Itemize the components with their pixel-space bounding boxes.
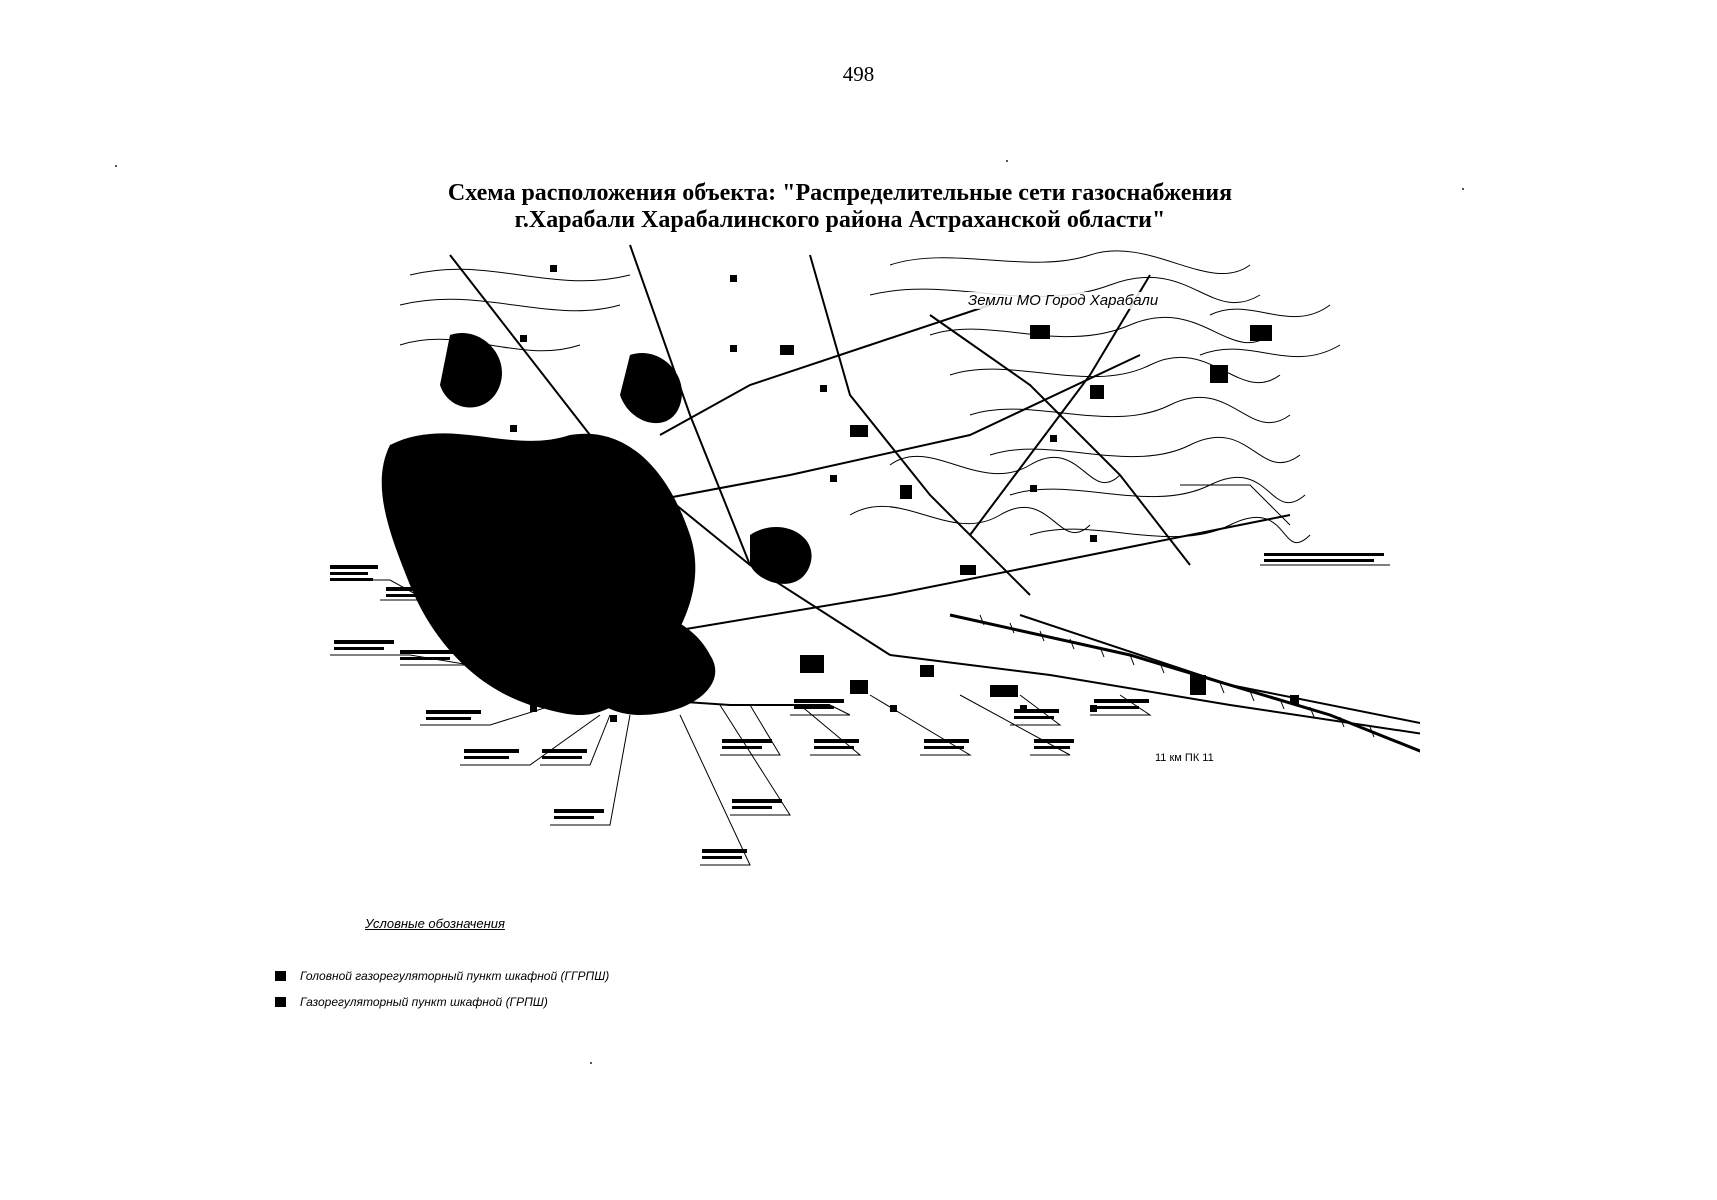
contour-line	[990, 437, 1300, 462]
callout-text	[334, 647, 384, 650]
callout-leader	[550, 715, 630, 825]
pipeline	[970, 275, 1150, 535]
km-marker-label: 11 км ПК 11	[1155, 752, 1214, 764]
building	[990, 685, 1018, 697]
callout-text	[1014, 709, 1059, 713]
map-title-line-2: г.Харабали Харабалинского района Астраханской области"	[514, 207, 1166, 233]
callout-text	[464, 756, 509, 759]
callout-text	[702, 856, 742, 859]
callout-text	[554, 809, 604, 813]
callout-text	[814, 746, 854, 749]
territory-label: Земли МО Город Харабали	[965, 292, 1161, 309]
building	[850, 425, 868, 437]
grpsh-marker	[550, 265, 557, 272]
callout-text	[542, 756, 582, 759]
callout-text	[732, 806, 772, 809]
grpsh-marker	[730, 345, 737, 352]
grpsh-marker	[1050, 435, 1057, 442]
contour-line	[970, 397, 1290, 422]
building	[1090, 385, 1104, 399]
contour-line	[890, 251, 1250, 274]
building	[800, 655, 824, 673]
map-drawing	[330, 235, 1420, 1015]
callout-text	[554, 816, 594, 819]
callout-text	[924, 739, 969, 743]
grpsh-marker	[830, 475, 837, 482]
contour-line	[850, 506, 1090, 532]
callout-leader	[680, 715, 750, 865]
legend-item-grpsh	[275, 995, 548, 1009]
grpsh-marker	[820, 385, 827, 392]
scan-speck	[1006, 160, 1008, 162]
callout-text	[1014, 716, 1054, 719]
map-title	[390, 180, 1290, 234]
page-number: 498	[842, 62, 875, 86]
grpsh-marker	[610, 715, 617, 722]
callout-text	[702, 849, 747, 853]
building	[1210, 365, 1228, 383]
contour-line	[930, 317, 1270, 342]
building	[920, 665, 934, 677]
building	[900, 485, 912, 499]
callout-text	[1264, 559, 1374, 562]
callout-text	[330, 572, 368, 575]
legend-title: Условные обозначения	[365, 916, 505, 931]
grpsh-marker	[1030, 485, 1037, 492]
legend-item-ggrpsh	[275, 969, 609, 983]
callout-text	[1094, 699, 1149, 703]
callout-text	[386, 594, 436, 597]
callout-text	[334, 640, 394, 644]
callout-text	[1034, 746, 1070, 749]
pipeline	[890, 655, 1420, 735]
grpsh-marker	[1090, 535, 1097, 542]
callout-text	[426, 717, 471, 720]
scan-speck	[115, 165, 117, 167]
callout-text	[426, 710, 481, 714]
built-up-area	[750, 527, 812, 584]
callout-leader	[720, 705, 790, 815]
contour-line	[1200, 345, 1340, 357]
callout-text	[464, 749, 519, 753]
callout-leader	[1090, 695, 1150, 715]
callout-text	[400, 657, 450, 660]
pipeline	[1020, 615, 1420, 725]
callout-text	[1264, 553, 1384, 556]
filled-square-icon	[275, 971, 286, 981]
building	[780, 345, 794, 355]
building	[1030, 325, 1050, 339]
callout-text	[400, 650, 460, 654]
building	[850, 680, 868, 694]
contour-line	[1010, 477, 1305, 502]
callout-text	[732, 799, 782, 803]
callout-text	[1034, 739, 1074, 743]
callout-text	[722, 739, 772, 743]
grpsh-marker	[730, 275, 737, 282]
callout-text	[924, 746, 964, 749]
callout-text	[542, 749, 587, 753]
callout-text	[386, 587, 446, 591]
callout-text	[794, 706, 834, 709]
callout-text	[330, 578, 373, 581]
building	[960, 565, 976, 575]
pipeline	[660, 305, 990, 435]
building	[1190, 675, 1206, 695]
callout-text	[330, 565, 378, 569]
contour-line	[890, 456, 1120, 482]
building	[1250, 325, 1272, 341]
callout-text	[814, 739, 859, 743]
contour-line	[1210, 305, 1330, 317]
map-title-line-1: Схема расположения объекта: "Распределительные сети газоснабжения	[447, 180, 1233, 206]
filled-square-icon	[275, 997, 286, 1007]
callout-text	[722, 746, 762, 749]
scan-speck	[1462, 188, 1464, 190]
ggrpsh-marker	[1290, 695, 1299, 704]
contour-line	[950, 357, 1280, 382]
scan-speck	[590, 1062, 592, 1064]
legend-item-label: Газорегуляторный пункт шкафной (ГРПШ)	[300, 995, 548, 1009]
grpsh-marker	[520, 335, 527, 342]
railway	[950, 615, 1420, 755]
callout-text	[794, 699, 844, 703]
contour-line	[400, 299, 620, 311]
grpsh-marker	[490, 485, 497, 492]
grpsh-marker	[510, 425, 517, 432]
built-up-area	[440, 333, 502, 407]
site-plan-map	[330, 235, 1420, 1015]
callout-text	[1094, 706, 1139, 709]
pipeline	[930, 315, 1190, 565]
legend-item-label: Головной газорегуляторный пункт шкафной (ГГРПШ)	[300, 969, 610, 983]
contour-line	[410, 269, 630, 281]
